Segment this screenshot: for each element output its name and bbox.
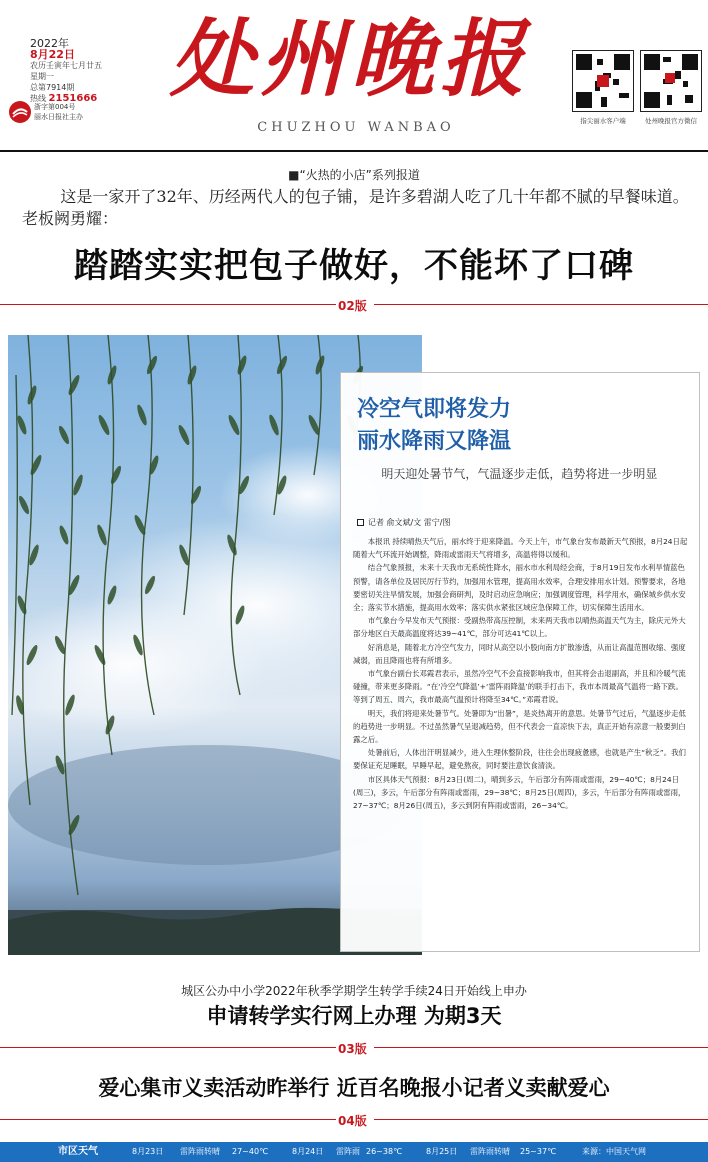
weather-day2-temp: 26~38℃ — [366, 1147, 403, 1156]
section-divider-left — [0, 1047, 336, 1048]
issue-info — [30, 38, 140, 104]
feature-body — [353, 535, 689, 812]
feature-paragraph: 市区具体天气预报：8月23日(周二)，晴到多云，午后部分有阵雨或雷雨，29~40℃；8月24日(周三)，多云，午后部分有阵雨或雷雨，29~38℃；8月25日(周四)，多云，午后部分有阵雨或雷雨，27~37℃；8月26日(周五)，多云到阴有阵雨或雷雨，26~34℃。 — [353, 774, 686, 811]
weather-source: 来源：中国天气网 — [582, 1147, 646, 1156]
section-divider-right — [374, 304, 708, 305]
weather-day1-date: 8月23日 — [132, 1147, 164, 1156]
qr-code-app-icon[interactable] — [572, 50, 634, 112]
feature-subtitle: 明天迎处暑节气，气温逐步走低，趋势将进一步明显 — [381, 467, 658, 481]
feature-paragraph: 市气象台副台长邓霞君表示，虽然冷空气不会直接影响我市，但其将会击退副高，并且和冷暖气流碰撞，带来更多降雨。“在‘冷空气降温’+‘雷阵雨降温’的联手打击下，我市本周最高气温将一路下跌。等到了周五、周六，我市最高气温预计将降至34℃。”邓霞君说。 — [353, 669, 686, 705]
qr-left-label: 指尖丽水客户端 — [580, 117, 626, 125]
weather-day1-temp: 27~40℃ — [232, 1147, 269, 1156]
newspaper-title-english: CHUZHOU WANBAO — [257, 120, 455, 135]
weekday: 星期一 — [30, 72, 54, 81]
qr-right-label: 处州晚报官方微信 — [645, 117, 697, 125]
story2-kicker: 城区公办中小学2022年秋季学期学生转学手续24日开始线上申办 — [181, 984, 527, 998]
issue-date: 8月22日 — [30, 48, 75, 61]
masthead-divider — [0, 150, 708, 152]
weather-day3-condition: 雷阵雨转晴 — [470, 1147, 510, 1156]
newspaper-title: 处州晚报 — [169, 9, 530, 108]
feature-title-line2[interactable]: 丽水降雨又降温 — [357, 429, 512, 454]
lunar-date: 农历壬寅年七月廿五 — [30, 61, 102, 70]
weather-day2-condition: 雷阵雨 — [336, 1147, 360, 1156]
weather-strip — [0, 1142, 708, 1162]
publisher-name: 丽水日报社主办 — [34, 113, 83, 121]
weather-day3-temp: 25~37℃ — [520, 1147, 557, 1156]
weather-day3-date: 8月25日 — [426, 1147, 458, 1156]
story3-headline[interactable]: 爱心集市义卖活动昨举行 近百名晚报小记者义卖献爱心 — [98, 1076, 610, 1100]
hotline-label: 热线 — [30, 94, 46, 103]
feature-paragraph: 明天，我们将迎来处暑节气。处暑即为“出暑”，是炎热离开的意思。处暑节气过后，气温逐步走低的趋势进一步明显。不过虽然暑气呈退减趋势，但不代表会一直凉快下去，真正开始有凉意一般要到白露之后。 — [353, 708, 686, 745]
series-tag: ■“火热的小店”系列报道 — [288, 168, 420, 182]
section-divider-left — [0, 304, 336, 305]
feature-title-line1[interactable]: 冷空气即将发力 — [357, 397, 512, 422]
section-divider-left — [0, 1119, 336, 1120]
story2-headline[interactable]: 申请转学实行网上办理 为期3天 — [206, 1004, 502, 1028]
section-divider-right — [374, 1119, 708, 1120]
masthead — [0, 0, 708, 150]
feature-byline — [357, 517, 450, 528]
feature-paragraph: 好消息是，随着北方冷空气发力，同时从高空以小股向南方扩散渗透，从而让高温范围收缩、强度减弱，而且降雨也将有所增多。 — [353, 642, 686, 665]
feature-article — [340, 372, 700, 952]
registration-number: 浙字第004号 — [34, 103, 76, 111]
hotline-number: 2151666 — [48, 93, 98, 104]
feature-paragraph: 处暑前后，人体出汗明显减少，进入生理休整阶段，往往会出现疲惫感，也就是产生“秋乏”。我们要保证充足睡眠，早睡早起，避免熬夜，同时要注意饮食清淡。 — [353, 748, 686, 771]
story2-page-ref[interactable]: 03版 — [338, 1042, 367, 1056]
section-divider-right — [374, 1047, 708, 1048]
feature-paragraph: 结合气象预报，未来十天我市无系统性降水，丽水市水利局经会商，于8月19日发布水利旱情蓝色预警，请各单位及居民厉行节约，加强用水管理，提高用水效率，合理安排用水计划。预警要求，各地要密切关注旱情发展，加强会商研判，及时启动应急响应；加强调度管理，科学用水，确保城乡供水安全；落实节水措施，提高用水效率；落实供水紧张区域应急保障工作，切实保障生活用水。 — [353, 563, 686, 613]
issue-year: 2022年 — [30, 37, 69, 50]
publisher-info — [34, 102, 83, 122]
lead-headline[interactable]: 踏踏实实把包子做好，不能坏了口碑 — [74, 246, 634, 286]
weather-day1-condition: 雷阵雨转晴 — [180, 1147, 220, 1156]
feature-paragraph: 市气象台今早发布天气预报：受副热带高压控制，未来两天我市以晴热高温天气为主，除庆元外大部分地区白天最高温度将达39~41℃，部分可达41℃以上。 — [353, 616, 686, 639]
byline-box-icon — [357, 519, 364, 526]
byline-text: 记者 俞文斌/文 雷宁/图 — [368, 518, 451, 527]
qr-code-wechat-icon[interactable] — [640, 50, 702, 112]
weather-label: 市区天气 — [58, 1146, 98, 1157]
weather-day2-date: 8月24日 — [292, 1147, 324, 1156]
story3-page-ref[interactable]: 04版 — [338, 1114, 367, 1128]
lead-deck: 这是一家开了32年、历经两代人的包子铺，是许多碧湖人吃了几十年都不腻的早餐味道。老板阙勇耀： — [22, 187, 689, 228]
newspaper-logo-icon — [8, 100, 32, 124]
feature-paragraph: 本报讯 持续晴热天气后，丽水终于迎来降温。今天上午，市气象台发布最新天气预报，8月24日起随着大气环流开始调整，降雨或雷雨天气将增多，高温将得以缓和。 — [353, 537, 688, 560]
lead-page-ref[interactable]: 02版 — [338, 299, 367, 313]
issue-total: 总第7914期 — [30, 83, 75, 92]
